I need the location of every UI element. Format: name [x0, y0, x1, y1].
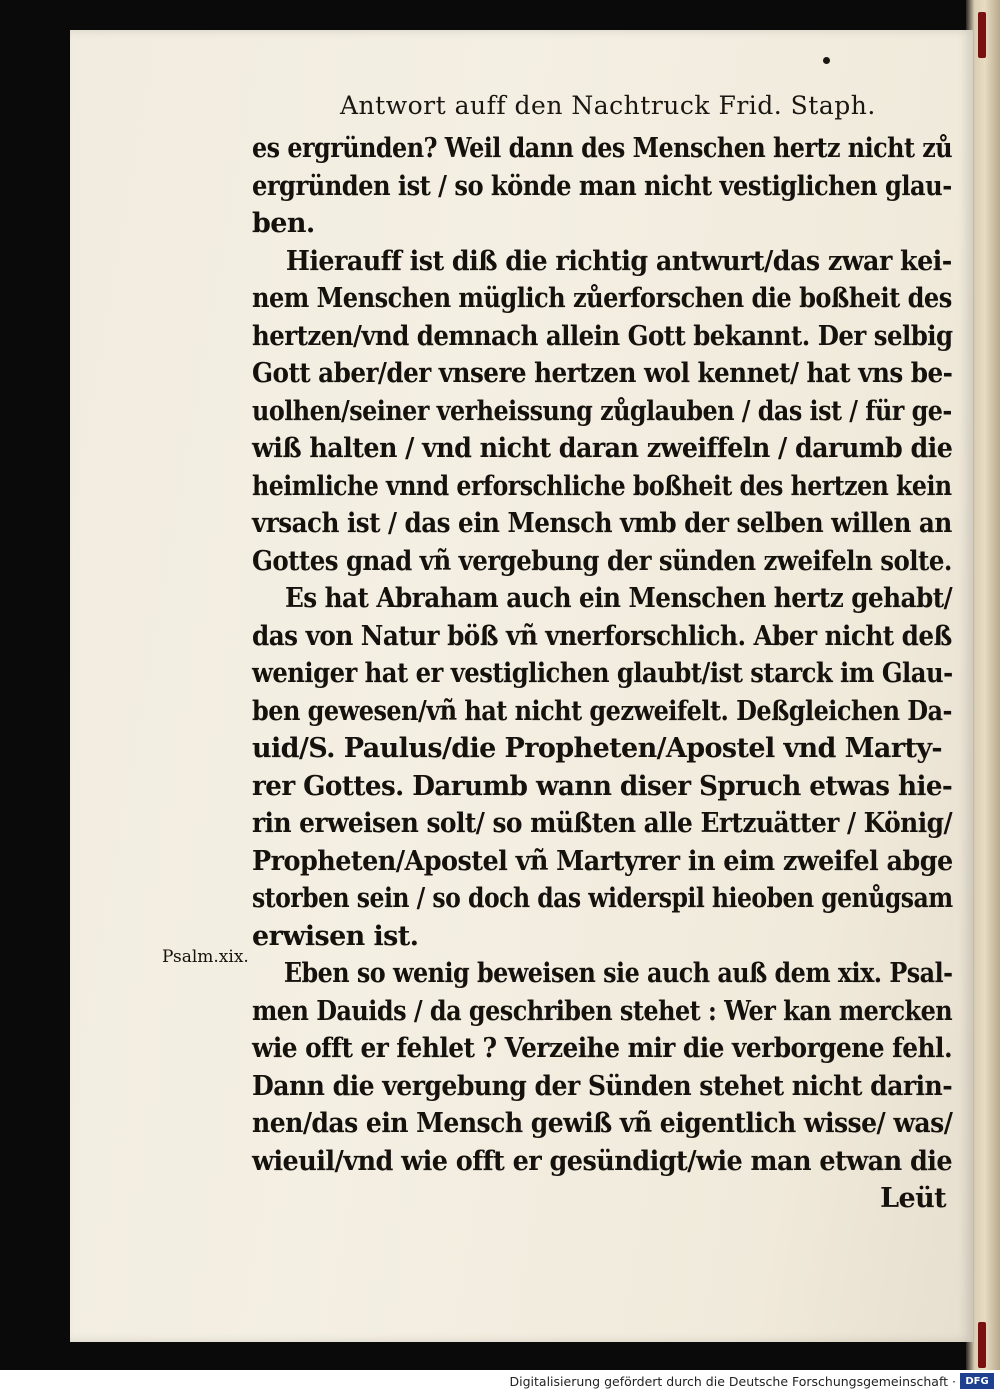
body-text — [252, 130, 952, 1218]
text-line: uolhen/seiner verheissung zůglauben / das ist / für ge- — [252, 395, 952, 427]
text-line: ergründen ist / so könde man nicht vestiglichen glau- — [252, 170, 952, 202]
text-line: wie offt er fehlet ? Verzeihe mir die verborgene fehl. — [252, 1033, 953, 1064]
text-line: weniger hat er vestiglichen glaubt/ist starck im Glau- — [252, 658, 953, 689]
text-line: das von Natur böß vñ vnerforschlich. Aber nicht deß — [252, 620, 952, 652]
text-line: Eben so wenig beweisen sie auch auß dem xix. Psal- — [283, 958, 953, 989]
catchword: Leüt — [880, 1183, 946, 1214]
dfg-logo[interactable]: DFG — [960, 1373, 994, 1389]
text-line: hertzen/vnd demnach allein Gott bekannt. Der selbig — [252, 320, 953, 352]
footer-bar — [0, 1370, 1000, 1393]
spine-red-mark-top — [978, 12, 986, 58]
text-line: rer Gottes. Darumb wann diser Spruch etwas hie- — [252, 770, 953, 802]
page-dot-mark — [823, 57, 830, 64]
text-line: Propheten/Apostel vñ Martyrer in eim zweifel abge — [252, 845, 953, 877]
text-line: nen/das ein Mensch gewiß vñ eigentlich wisse/ was/ — [252, 1108, 953, 1139]
text-line: ben. — [252, 208, 315, 239]
margin-note: Psalm.xix. — [162, 947, 249, 967]
text-line: Es hat Abraham auch ein Menschen hertz gehabt/ — [284, 583, 953, 614]
text-line: uid/S. Paulus/die Propheten/Apostel vnd Marty- — [252, 733, 943, 764]
running-head: Antwort auff den Nachtruck Frid. Staph. — [340, 91, 876, 120]
text-line: storben sein / so doch das widerspil hieoben genůgsam — [252, 883, 953, 914]
text-line: rin erweisen solt/ so müßten alle Ertzuätter / König/ — [252, 808, 953, 839]
text-line: Dann die vergebung der Sünden stehet nicht darin- — [252, 1070, 953, 1102]
spine-red-mark-bottom — [978, 1322, 986, 1368]
text-line: ben gewesen/vñ hat nicht gezweifelt. Deßgleichen Da- — [252, 695, 952, 727]
text-line: Gott aber/der vnsere hertzen wol kennet/ hat vns be- — [252, 358, 953, 389]
text-line: men Dauids / da geschriben stehet : Wer kan mercken — [252, 995, 953, 1027]
text-line: wiß halten / vnd nicht daran zweiffeln / darumb die — [252, 433, 953, 464]
text-line: heimliche vnnd erforschliche boßheit des hertzen kein — [252, 470, 952, 502]
text-line: nem Menschen müglich zůerforschen die boßheit des — [252, 283, 952, 314]
text-line: Gottes gnad vñ vergebung der sünden zweifeln solte. — [252, 545, 952, 577]
text-line: Hierauff ist diß die richtig antwurt/das zwar kei- — [285, 245, 952, 277]
text-line: vrsach ist / das ein Mensch vmb der selben willen an — [252, 508, 952, 539]
text-line: erwisen ist. — [252, 920, 419, 952]
footer-credit: Digitalisierung gefördert durch die Deutsche Forschungsgemeinschaft · — [509, 1374, 956, 1389]
text-line: es ergründen? Weil dann des Menschen hertz nicht zů — [252, 133, 953, 164]
text-line: wieuil/vnd wie offt er gesündigt/wie man etwan die — [252, 1145, 953, 1177]
